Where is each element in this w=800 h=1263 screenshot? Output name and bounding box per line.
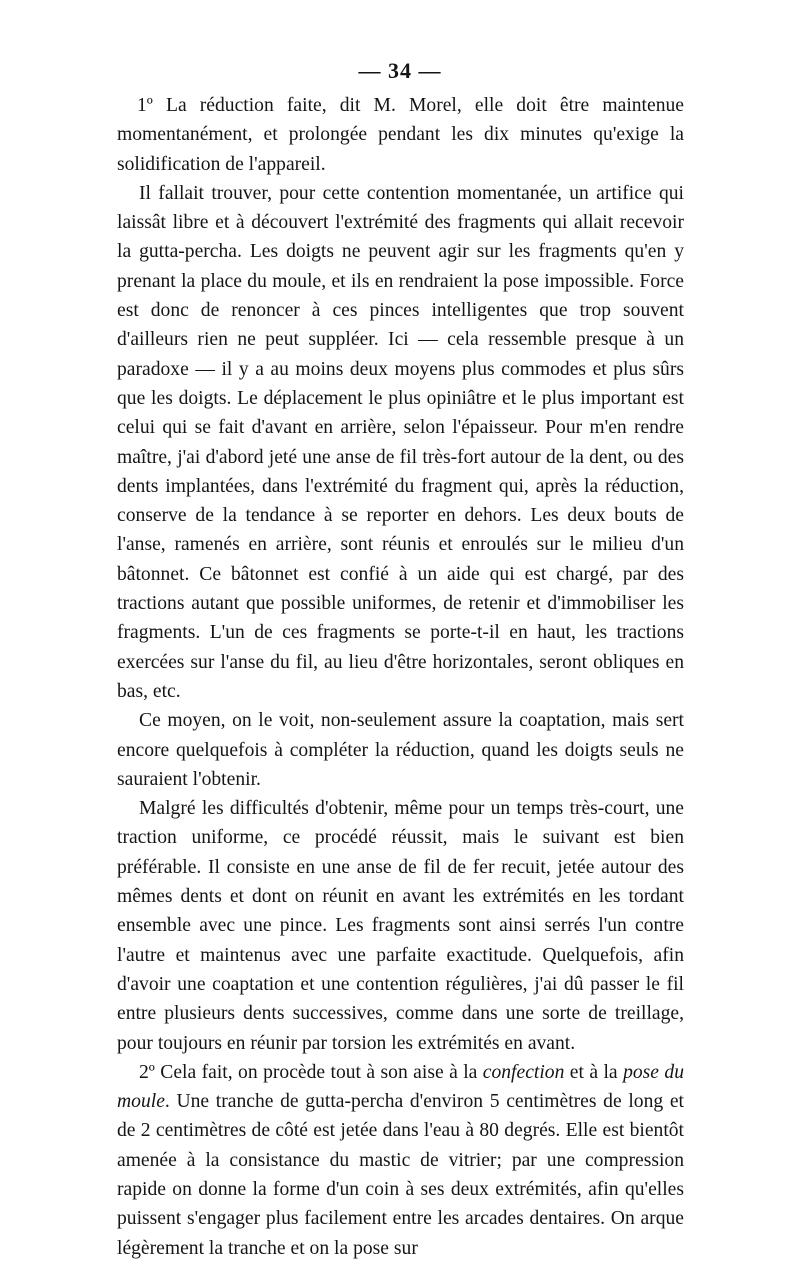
- paragraph-text: Malgré les difficultés d'obtenir, même pour un temps très-court, une traction uniforme, ce procédé réussit, mais le suivant est bien préférable. Il consiste en une anse de fil de fer recuit, jetée autour des mêmes dents et dont on réunit en avant les extrémités en les tordant ensemble avec une pince. Les fragments sont ainsi serrés l'un contre l'autre et maintenus avec une parfaite exactitude. Quelquefois, afin d'avoir une coaptation et une contention régulières, j'ai dû passer le fil entre plusieurs dents successives, comme dans une sorte de treillage, pour toujours en réunir par torsion les extrémités en avant.: [117, 798, 684, 1054]
- paragraph-text: et à la: [564, 1061, 624, 1083]
- paragraph-mould-confection: [117, 1058, 684, 1263]
- page-number: — 34 —: [358, 58, 442, 83]
- paragraph-text: Ce moyen, on le voit, non-seulement assure la coaptation, mais sert encore quelquefois à compléter la réduction, quand les doigts seuls ne sauraient l'obtenir.: [117, 710, 684, 790]
- paragraph-contention-artifice: [117, 179, 684, 706]
- paragraph-coaptation: [117, 706, 684, 794]
- paragraph-text: 1º La réduction faite, dit M. Morel, elle doit être maintenue momentanément, et prolongée pendant les dix minutes qu'exige la solidification de l'appareil.: [117, 95, 684, 175]
- paragraph-text: Il fallait trouver, pour cette contention momentanée, un artifice qui laissât libre et à découvert l'extrémité des fragments qui allait recevoir la gutta-percha. Les doigts ne peuvent agir sur les fragments qu'en y prenant la place du moule, et ils en rendraient la pose impossible. Force est donc de renoncer à ces pinces intelligentes que trop souvent d'ailleurs rien ne peut suppléer. Ici — cela ressemble presque à un paradoxe — il y a au moins deux moyens plus commodes et plus sûrs que les doigts. Le déplacement le plus opiniâtre et le plus important est celui qui se fait d'avant en arrière, selon l'épaisseur. Pour m'en rendre maître, j'ai d'abord jeté une anse de fil très-fort autour de la dent, ou des dents implantées, dans l'extrémité du fragment qui, après la réduction, conserve de la tendance à se reporter en dehors. Les deux bouts de l'anse, ramenés en arrière, sont réunis et enroulés sur le milieu d'un bâtonnet. Ce bâtonnet est confié à un aide qui est chargé, par des tractions autant que possible uniformes, de retenir et d'immobiliser les fragments. L'un de ces fragments se porte-t-il en haut, les tractions exercées sur l'anse du fil, au lieu d'être horizontales, seront obliques en bas, etc.: [117, 182, 684, 702]
- paragraph-text: . Une tranche de gutta-percha d'environ 5 centimètres de long et de 2 centimètres de côté est jetée dans l'eau à 80 degrés. Elle est bientôt amenée à la consistance du mastic de vitrier; par une compression rapide on donne la forme d'un coin à ses deux extrémités, afin qu'elles puissent s'engager plus facilement entre les arcades dentaires. On arque légèrement la tranche et on la pose sur: [117, 1091, 684, 1259]
- italic-term-confection: confection: [482, 1061, 565, 1083]
- paragraph-text: 2º Cela fait, on procède tout à son aise à la: [139, 1061, 483, 1083]
- body-text: [117, 91, 684, 1263]
- paragraph-iron-wire-method: [117, 794, 684, 1058]
- italic-term-pose-du-moule: pose du moule: [117, 1061, 684, 1113]
- paragraph-reduction-maintenance: [117, 91, 684, 179]
